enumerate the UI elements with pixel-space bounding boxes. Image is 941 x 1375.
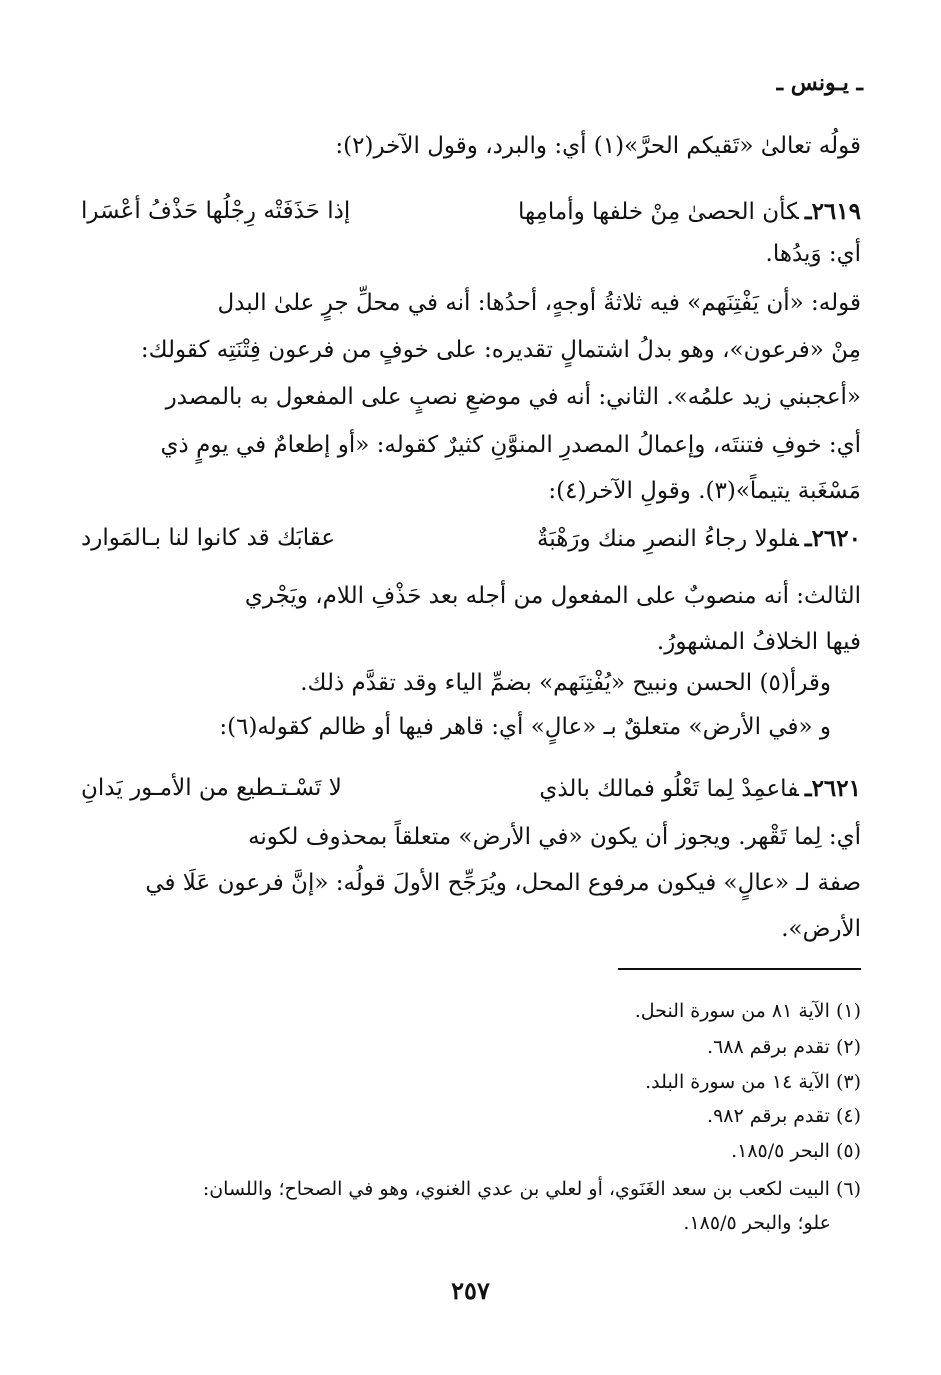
footnote-number: (٦) bbox=[835, 1178, 861, 1200]
footnote-text: تقدم برقم ٦٨٨. bbox=[707, 1036, 830, 1058]
footnote-text: البيت لكعب بن سعد الغَنَوي، أو لعلي بن عدي الغنوي، وهو في الصحاح؛ واللسان: bbox=[202, 1178, 830, 1200]
verse-first-hemistich: كأن الحصىٰ مِنْ خلفها وأمامِها bbox=[517, 199, 799, 225]
footnote-1 bbox=[81, 1000, 861, 1022]
footnote-number: (٢) bbox=[835, 1036, 861, 1058]
footnote-4 bbox=[81, 1105, 861, 1127]
footnote-number: (٤) bbox=[835, 1105, 861, 1127]
text-line: قولُه تعالىٰ «تَقيكم الحرَّ»(١) أي: والبرد، وقول الآخر(٢): bbox=[335, 133, 861, 159]
footnote-6-continued bbox=[81, 1212, 831, 1234]
footnote-separator bbox=[618, 968, 861, 970]
verse-2620 bbox=[81, 525, 861, 554]
verse-number: ٢٦٢٠ـ bbox=[804, 525, 861, 552]
verse-number: ٢٦١٩ـ bbox=[804, 198, 861, 225]
text-line: فيها الخلافُ المشهورُ. bbox=[656, 629, 861, 655]
footnote-number: (٣) bbox=[835, 1071, 861, 1093]
footnote-3 bbox=[81, 1071, 861, 1093]
footnote-number: (١) bbox=[835, 1000, 861, 1022]
verse-second-hemistich: عقابَك قد كانوا لنا بـالمَوارد bbox=[81, 525, 336, 551]
footnote-6 bbox=[81, 1178, 861, 1200]
verse-2619 bbox=[81, 198, 861, 227]
text-line: مَسْغَبة يتيماً»(٣). وقولِ الآخر(٤): bbox=[548, 478, 861, 504]
verse-second-hemistich: لا تَسْـتـطيع من الأمـور يَدانِ bbox=[81, 775, 342, 801]
verse-number: ٢٦٢١ـ bbox=[804, 775, 861, 802]
footnote-2 bbox=[81, 1036, 861, 1058]
footnote-text: الآية ١٤ من سورة البلد. bbox=[645, 1071, 830, 1093]
verse-first-hemistich: فاعمِدْ لِما تَعْلُو فمالك بالذي bbox=[539, 776, 799, 802]
text-line: مِنْ «فرعون»، وهو بدلُ اشتمالٍ تقديره: على خوفٍ من فرعون فِتْنَتِه كقولك: bbox=[140, 337, 861, 363]
page-number: ٢٥٧ bbox=[451, 1276, 490, 1305]
text-line: و «في الأرض» متعلقٌ بـ «عالٍ» أي: قاهر فيها أو ظالم كقوله(٦): bbox=[219, 714, 831, 740]
footnote-text: علو؛ والبحر ١٨٥/٥. bbox=[683, 1212, 831, 1234]
running-header: ـ يـونس ـ bbox=[776, 70, 863, 96]
text-line: الثالث: أنه منصوبٌ على المفعول من أجله بعد حَذْفِ اللام، ويَجْري bbox=[244, 583, 861, 609]
text-line: قوله: «أن يَفْتِنَهم» فيه ثلاثةُ أوجهٍ، أحدُها: أنه في محلِّ جرٍ علىٰ البدل bbox=[217, 290, 861, 316]
footnote-5 bbox=[81, 1140, 861, 1162]
text-line: أي: وَيدُها. bbox=[765, 241, 861, 267]
verse-first-hemistich: فلولا رجاءُ النصرِ منك ورَهْبَةٌ bbox=[536, 526, 799, 552]
text-line: أي: خوفِ فتنتَه، وإعمالُ المصدرِ المنوَّنِ كثيرٌ كقوله: «أو إطعامٌ في يومٍ ذي bbox=[160, 432, 861, 458]
footnote-number: (٥) bbox=[835, 1140, 861, 1162]
footnote-text: تقدم برقم ٩٨٢. bbox=[707, 1105, 830, 1127]
verse-2621 bbox=[81, 775, 861, 804]
text-line: الأرض». bbox=[781, 916, 861, 942]
footnote-text: البحر ١٨٥/٥. bbox=[731, 1140, 830, 1162]
text-line: أي: لِما تَقْهر. ويجوز أن يكون «في الأرض» متعلقاً بمحذوف لكونه bbox=[248, 824, 861, 850]
text-line: «أعجبني زيد علمُه». الثاني: أنه في موضعِ نصبٍ على المفعول به بالمصدر bbox=[165, 384, 861, 410]
text-line: صفة لـ «عالٍ» فيكون مرفوع المحل، ويُرَجِّح الأولَ قولُه: «إنَّ فرعون عَلَا في bbox=[145, 870, 861, 896]
verse-second-hemistich: إذا حَذَفَتْه رِجْلُها حَذْفُ أعْسَرا bbox=[81, 198, 351, 224]
text-line: وقرأ(٥) الحسن ونبيح «يُفْتِنَهم» بضمِّ الياء وقد تقدَّم ذلك. bbox=[300, 670, 831, 696]
footnote-text: الآية ٨١ من سورة النحل. bbox=[634, 1000, 830, 1022]
